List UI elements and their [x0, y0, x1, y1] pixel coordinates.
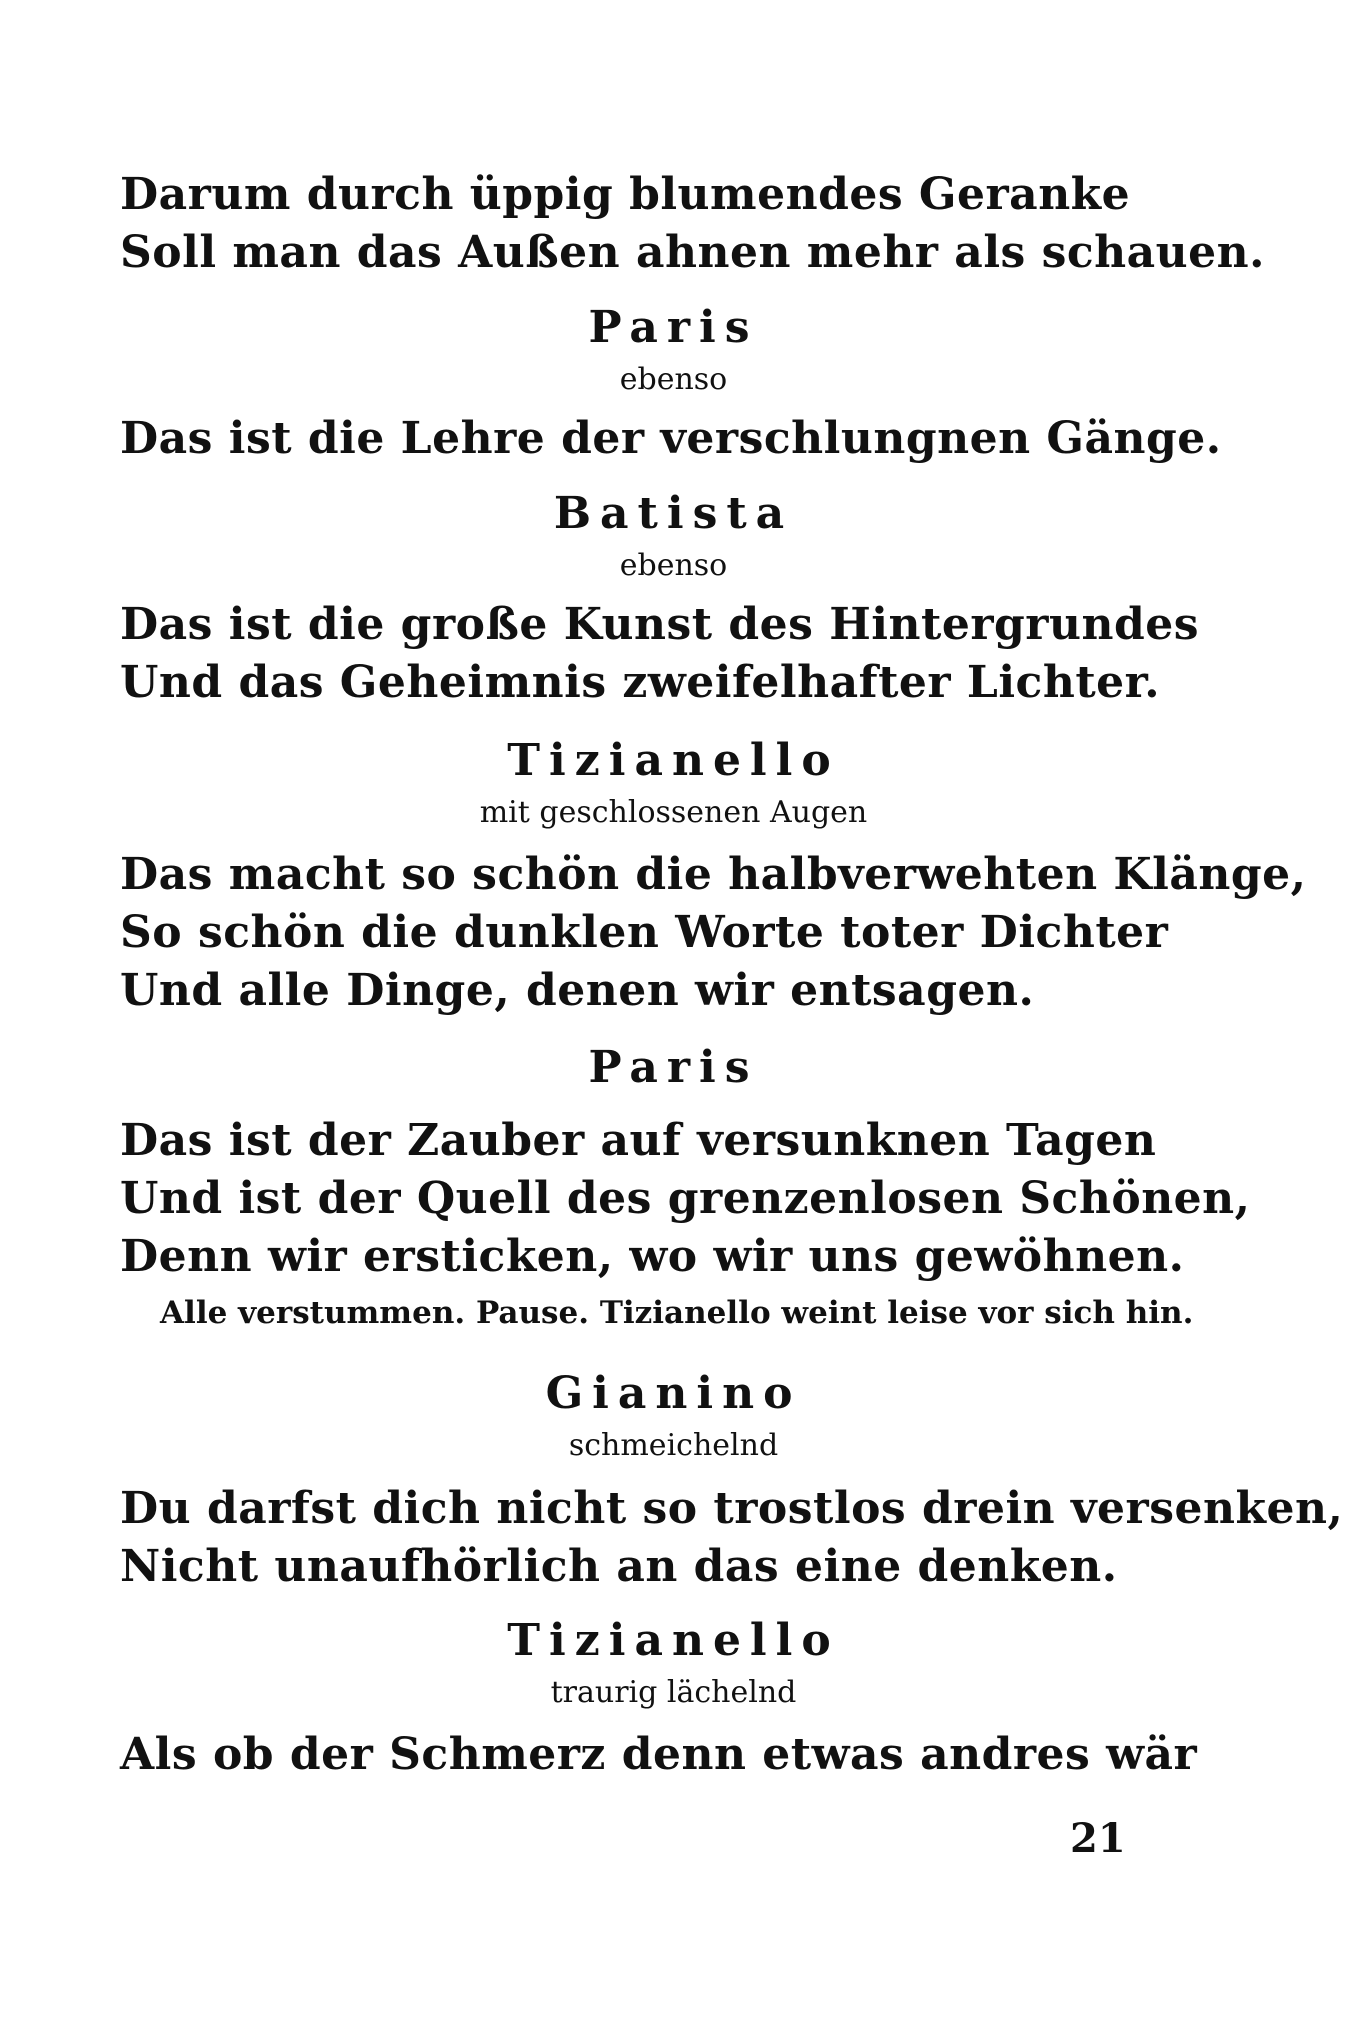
verse-line: So schön die dunklen Worte toter Dichter	[120, 907, 1169, 958]
stage-direction: mit geschlossenen Augen	[479, 795, 868, 830]
speaker-name: Tizianello	[507, 1615, 840, 1666]
speaker-name: Paris	[588, 302, 759, 353]
stage-direction: ebenso	[619, 362, 728, 397]
verse-line: Das ist der Zauber auf versunknen Tagen	[120, 1115, 1157, 1166]
stage-direction: Alle verstummen. Pause. Tizianello weint leise vor sich hin.	[160, 1295, 1194, 1331]
speaker-name: Batista	[553, 488, 794, 539]
verse-line: Und das Geheimnis zweifelhafter Lichter.	[120, 657, 1161, 708]
page-number: 21	[1070, 1815, 1126, 1862]
verse-line: Soll man das Außen ahnen mehr als schauen.	[120, 227, 1265, 278]
verse-line: Und ist der Quell des grenzenlosen Schönen,	[120, 1173, 1251, 1224]
stage-direction: schmeichelnd	[568, 1428, 779, 1463]
verse-line: Denn wir ersticken, wo wir uns gewöhnen.	[120, 1231, 1185, 1282]
verse-line: Darum durch üppig blumendes Geranke	[120, 169, 1131, 220]
verse-line: Als ob der Schmerz denn etwas andres wär	[120, 1729, 1198, 1780]
verse-line: Das ist die Lehre der verschlungnen Gänge.	[120, 413, 1222, 464]
verse-line: Das macht so schön die halbverwehten Klänge,	[120, 849, 1307, 900]
stage-direction: traurig lächelnd	[550, 1675, 797, 1710]
verse-line: Das ist die große Kunst des Hintergrundes	[120, 599, 1199, 650]
verse-line: Und alle Dinge, denen wir entsagen.	[120, 965, 1035, 1016]
speaker-name: Gianino	[545, 1368, 802, 1419]
stage-direction: ebenso	[619, 548, 728, 583]
speaker-name: Paris	[588, 1042, 759, 1093]
verse-line: Du darfst dich nicht so trostlos drein versenken,	[120, 1483, 1344, 1534]
verse-line: Nicht unaufhörlich an das eine denken.	[120, 1541, 1118, 1592]
speaker-name: Tizianello	[507, 735, 840, 786]
